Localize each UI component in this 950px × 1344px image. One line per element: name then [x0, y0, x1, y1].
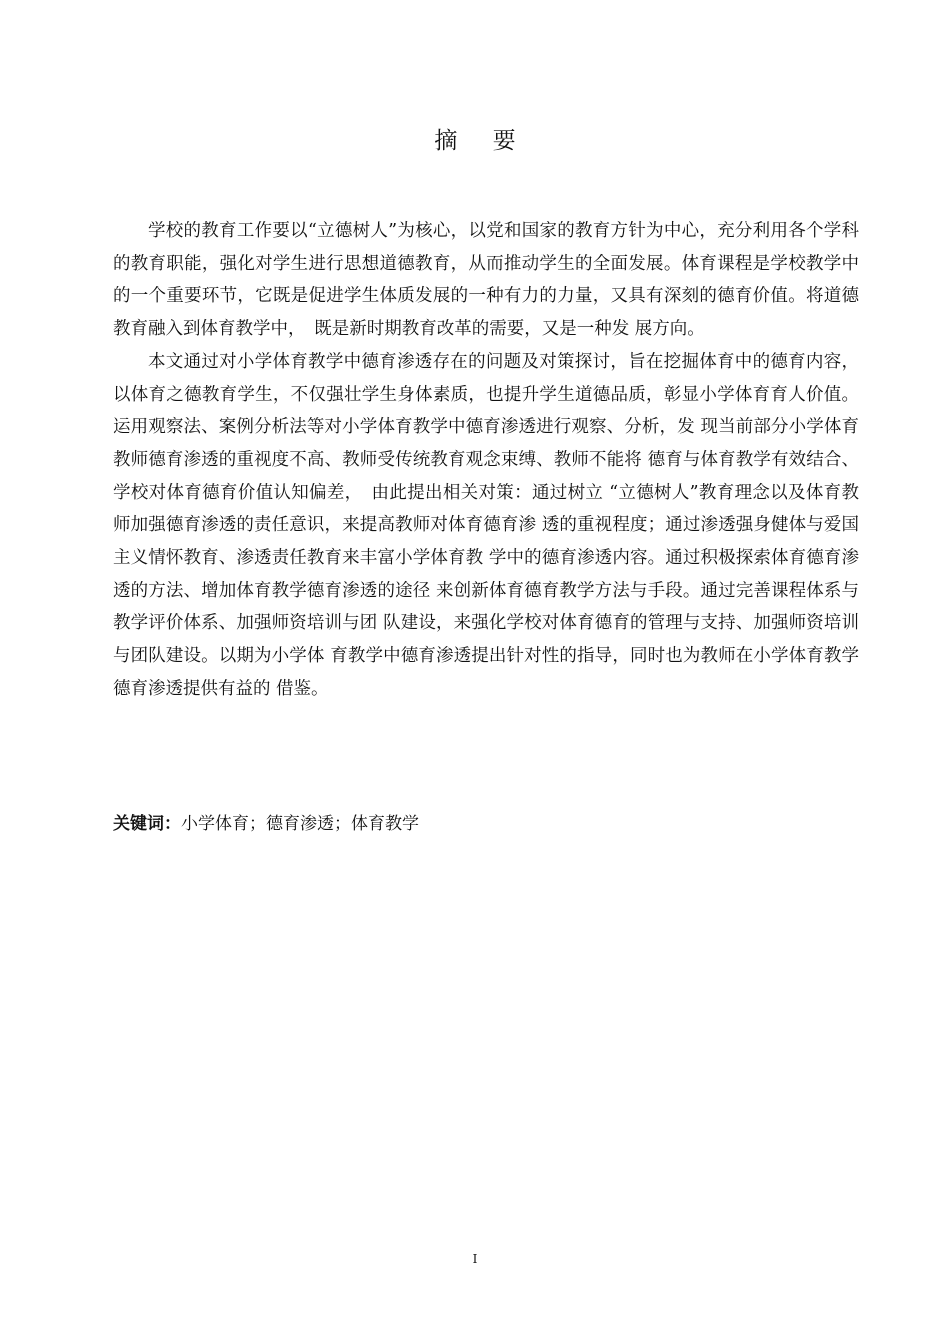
abstract-body [113, 215, 859, 706]
abstract-title: 摘 要 [434, 128, 530, 154]
abstract-paragraph-1: 学校的教育工作要以“立德树人”为核心，以党和国家的教育方针为中心，充分利用各个学科的教育职能，强化对学生进行思想道德教育，从而推动学生的全面发展。体育课程是学校教学中的一个重要环节，它既是促进学生体质发展的一种有力的力量，又具有深刻的德育价值。将道德教育融入到体育教学中， 既是新时期教育改革的需要，又是一种发 展方向。 [113, 221, 859, 340]
abstract-paragraph-2: 本文通过对小学体育教学中德育渗透存在的问题及对策探讨，旨在挖掘体育中的德育内容，以体育之德教育学生，不仅强壮学生身体素质，也提升学生道德品质，彰显小学体育育人价值。运用观察法、案例分析法等对小学体育教学中德育渗透进行观察、分析，发 现当前部分小学体育教师德育渗透的重视度不高、教师受传统教育观念束缚、教师不能将 德育与体育教学有效结合、学校对体育德育价值认知偏差， 由此提出相关对策：通过树立 “立德树人”教育理念以及体育教师加强德育渗透的责任意识，来提高教师对体育德育渗 透的重视程度；通过渗透强身健体与爱国主义情怀教育、渗透责任教育来丰富小学体育教 学中的德育渗透内容。通过积极探索体育德育渗透的方法、增加体育教学德育渗透的途径 来创新体育德育教学方法与手段。通过完善课程体系与教学评价体系、加强师资培训与团 队建设，来强化学校对体育德育的管理与支持、加强师资培训与团队建设。以期为小学体 育教学中德育渗透提出针对性的指导，同时也为教师在小学体育教学德育渗透提供有益的 借鉴。 [113, 351, 859, 699]
keywords-value: 小学体育；德育渗透；体育教学 [181, 814, 419, 834]
keywords-line [113, 812, 419, 836]
keywords-label: 关键词： [113, 814, 181, 834]
page-number: I [472, 1252, 478, 1266]
